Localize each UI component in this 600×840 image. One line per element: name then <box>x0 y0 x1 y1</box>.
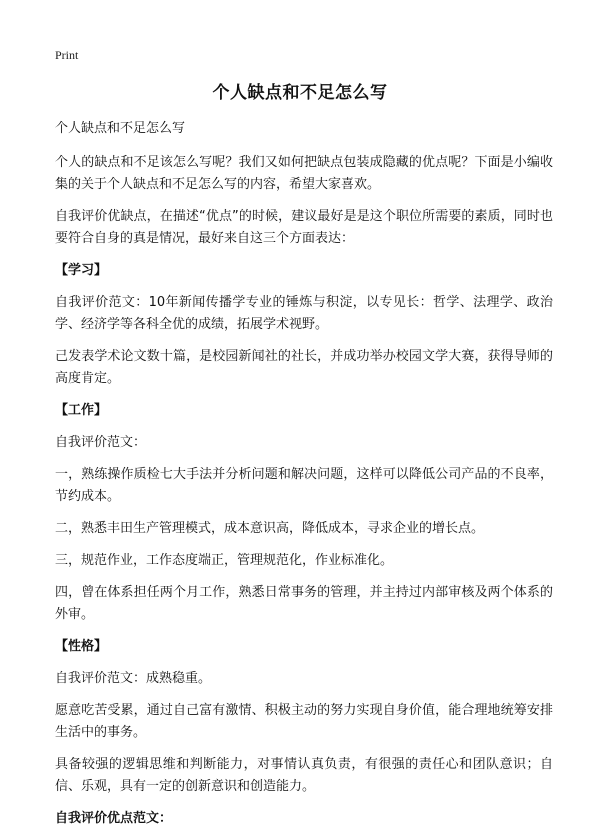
intro-paragraph: 个人的缺点和不足该怎么写呢？我们又如何把缺点包装成隐藏的优点呢？下面是小编收集的关于个人缺点和不足怎么写的内容，希望大家喜欢。 <box>55 155 553 192</box>
advice-paragraph: 自我评价优缺点，在描述“优点”的时候，建议最好是是这个职位所需要的素质，同时也要符合自身的真是情况，最好来自这三个方面表达： <box>55 209 553 246</box>
work-intro-paragraph: 自我评价范文： <box>55 435 147 450</box>
article-body <box>55 118 553 840</box>
print-link[interactable]: Print <box>55 48 79 62</box>
work-paragraph-1: 一，熟练操作质检七大手法并分析问题和解决问题，这样可以降低公司产品的不良率，节约成本。 <box>55 467 553 504</box>
article-subtitle: 个人缺点和不足怎么写 <box>55 121 186 136</box>
work-paragraph-3: 三，规范作业，工作态度端正，管理规范化，作业标准化。 <box>55 553 394 568</box>
work-paragraph-4: 四，曾在体系担任两个月工作，熟悉日常事务的管理，并主持过内部审核及两个体系的外审。 <box>55 585 553 622</box>
personality-paragraph-2: 愿意吃苦受累，通过自己富有激情、积极主动的努力实现自身价值，能合理地统筹安排生活中的事务。 <box>55 703 553 740</box>
section-heading-study: 【学习】 <box>55 263 108 278</box>
study-paragraph-2: 己发表学术论文数十篇，是校园新闻社的社长，并成功举办校园文学大赛，获得导师的高度肯定。 <box>55 349 553 386</box>
section-heading-personality: 【性格】 <box>55 639 108 654</box>
personality-paragraph-1: 自我评价范文：成熟稳重。 <box>55 671 212 686</box>
personality-paragraph-3: 具备较强的逻辑思维和判断能力，对事情认真负责，有很强的责任心和团队意识；自信、乐观，具有一定的创新意识和创造能力。 <box>55 757 553 794</box>
work-paragraph-2: 二，熟悉丰田生产管理模式，成本意识高，降低成本，寻求企业的增长点。 <box>55 521 485 536</box>
section-heading-work: 【工作】 <box>55 403 108 418</box>
study-paragraph-1: 自我评价范文：10年新闻传播学专业的锤炼与积淀，以专见长：哲学、法理学、政治学、经济学等各科全优的成绩，拓展学术视野。 <box>55 295 553 332</box>
section-heading-sample: 自我评价优点范文： <box>55 811 173 826</box>
page-title: 个人缺点和不足怎么写 <box>212 83 388 103</box>
